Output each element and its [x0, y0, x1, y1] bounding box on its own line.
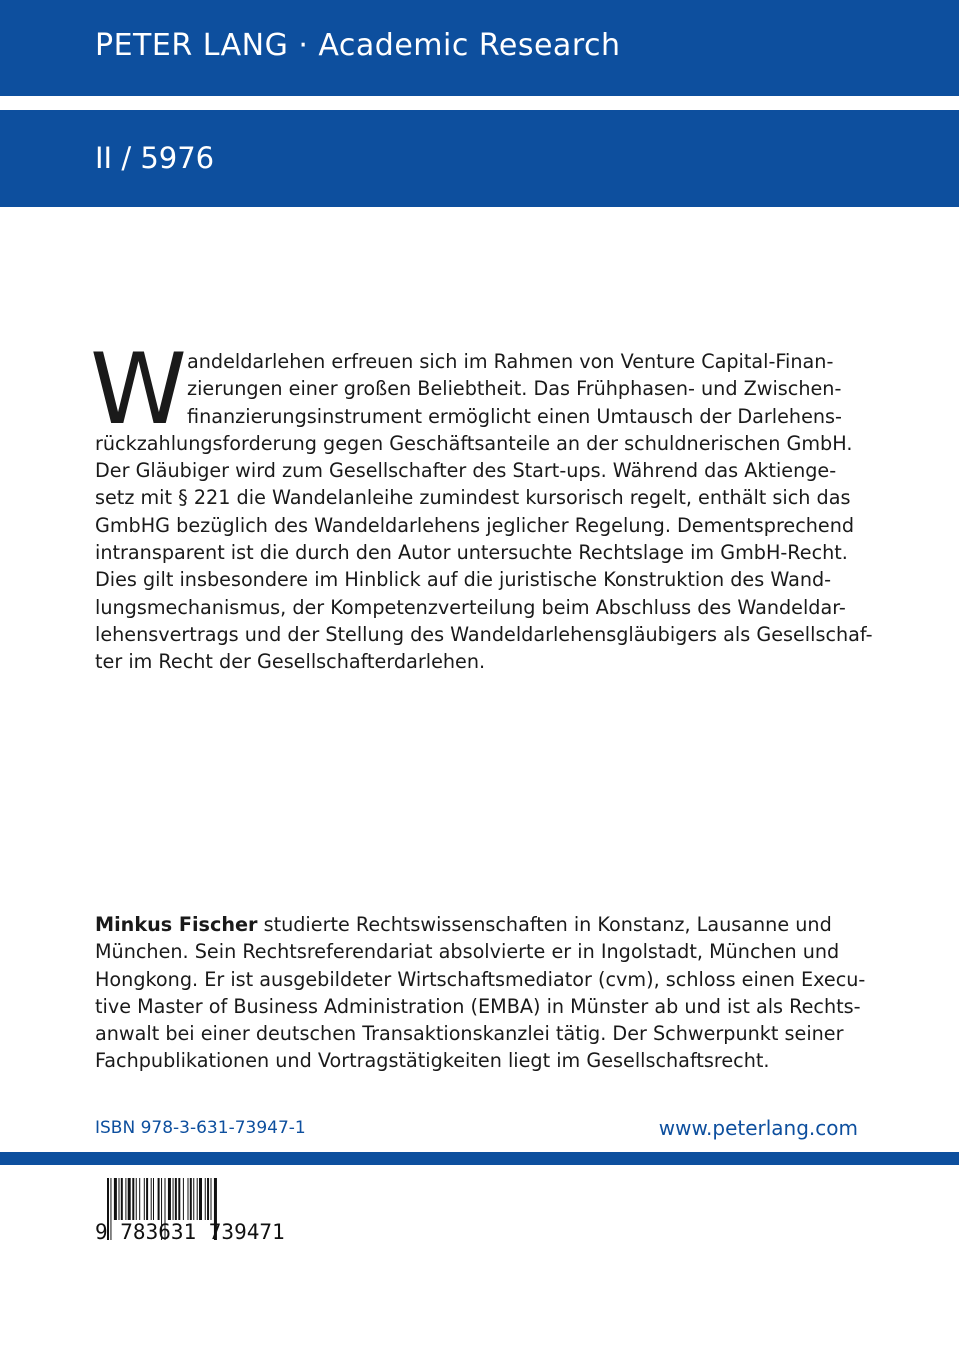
author-bio-line: [95, 911, 859, 938]
blurb-line: rückzahlungsforderung gegen Geschäftsanteile an der schuldnerischen GmbH.: [95, 431, 853, 455]
author-name: Minkus Fischer: [95, 913, 258, 936]
barcode-bar: [144, 1178, 145, 1220]
blurb-line: ter im Recht der Gesellschafterdarlehen.: [95, 650, 486, 674]
footer-band: [0, 1152, 959, 1165]
barcode-bar: [211, 1178, 212, 1220]
blurb-line: zierungen einer großen Beliebtheit. Das Frühphasen- und Zwischen-: [187, 377, 842, 401]
barcode-bar: [178, 1178, 180, 1220]
barcode-bar: [188, 1178, 189, 1220]
barcode-bar: [197, 1178, 198, 1220]
book-blurb: [90, 333, 873, 676]
barcode-bar: [207, 1178, 209, 1220]
barcode-bar: [151, 1178, 152, 1220]
author-bio-first-line: studierte Rechtswissenschaften in Konstanz, Lausanne und: [257, 913, 832, 936]
barcode-bar: [175, 1178, 177, 1220]
barcode-bar: [168, 1178, 171, 1220]
barcode-bar: [121, 1178, 123, 1220]
author-bio-line: tive Master of Business Administration (EMBA) in Münster ab und ist als Rechts-: [95, 994, 861, 1018]
website-link[interactable]: www.peterlang.com: [658, 1116, 858, 1140]
barcode-bar: [128, 1178, 131, 1220]
blurb-line: lehensvertrags und der Stellung des Wandeldarlehensgläubigers als Gesellschaf-: [95, 622, 873, 646]
author-bio-line: Hongkong. Er ist ausgebildeter Wirtschaftsmediator (cvm), schloss einen Execu-: [95, 967, 866, 991]
isbn: ISBN 978-3-631-73947-1: [95, 1118, 306, 1138]
barcode-bar: [132, 1178, 134, 1220]
barcode-bar: [125, 1178, 126, 1220]
publisher-header-band: [0, 0, 959, 96]
barcode-bar: [158, 1178, 160, 1220]
barcode-bar: [193, 1178, 194, 1220]
author-bio-line: anwalt bei einer deutschen Transaktionskanzlei tätig. Der Schwerpunkt seiner: [95, 1022, 844, 1046]
author-bio-line: Fachpublikationen und Vortragstätigkeiten liegt im Gesellschaftsrecht.: [95, 1049, 770, 1073]
barcode-bar: [183, 1178, 184, 1220]
blurb-line: andeldarlehen erfreuen sich im Rahmen von Venture Capital-Finan-: [187, 350, 834, 373]
barcode-bar: [146, 1178, 148, 1220]
drop-cap: W: [90, 333, 187, 447]
author-bio: [95, 911, 866, 1075]
barcode-bar: [136, 1178, 137, 1220]
barcode-bar: [199, 1178, 202, 1220]
blurb-line: GmbHG bezüglich des Wandeldarlehens jeglicher Regelung. Dementsprechend: [95, 513, 855, 537]
barcode-bar: [205, 1178, 206, 1220]
barcode-bar: [114, 1178, 117, 1220]
barcode-bar: [119, 1178, 120, 1220]
barcode-bar: [190, 1178, 192, 1220]
blurb-line: intransparent ist die durch den Autor untersuchte Rechtslage im GmbH-Recht.: [95, 541, 848, 565]
blurb-line: Der Gläubiger wird zum Gesellschafter des Start-ups. Während das Aktienge-: [95, 459, 837, 483]
barcode-bar: [173, 1178, 174, 1220]
blurb-line: setz mit § 221 die Wandelanleihe zumindest kursorisch regelt, enthält sich das: [95, 486, 851, 510]
barcode-bar: [153, 1178, 154, 1220]
blurb-line: Dies gilt insbesondere im Hinblick auf die juristische Konstruktion des Wand-: [95, 568, 832, 592]
author-bio-line: München. Sein Rechtsreferendariat absolvierte er in Ingolstadt, München und: [95, 940, 840, 964]
barcode-digits: 9 783631 739471: [95, 1220, 285, 1244]
series-number: II / 5976: [95, 141, 215, 175]
barcode-bar: [139, 1178, 140, 1220]
blurb-line: lungsmechanismus, der Kompetenzverteilung beim Abschluss des Wandeldar-: [95, 595, 846, 619]
blurb-line: finanzierungsinstrument ermöglicht einen Umtausch der Darlehens-: [187, 404, 842, 428]
publisher-title: PETER LANG · Academic Research: [95, 28, 621, 63]
